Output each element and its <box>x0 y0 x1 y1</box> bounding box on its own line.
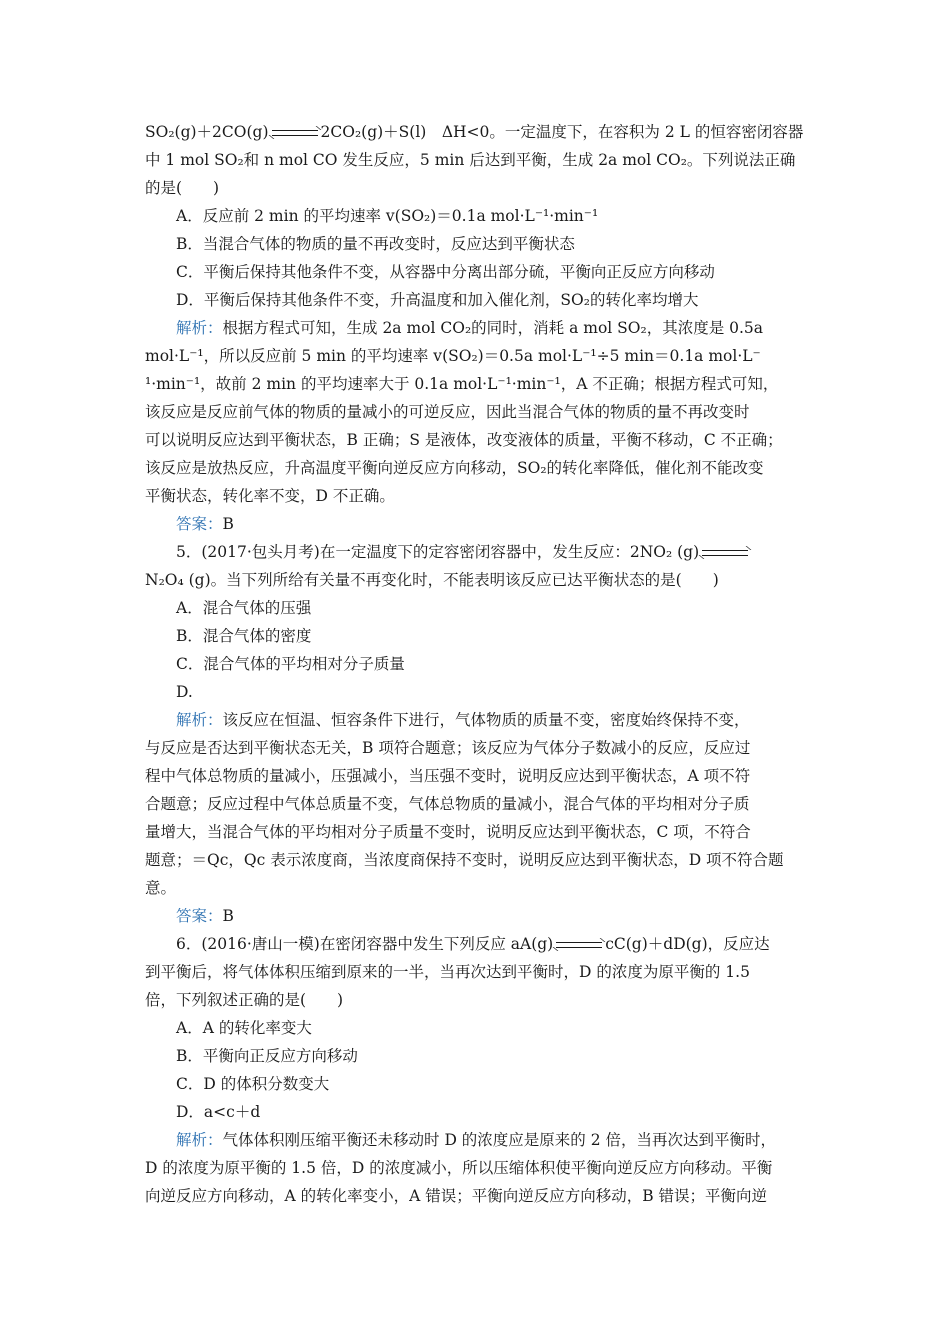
q5-analysis-line-4: 合题意；反应过程中气体总质量不变，气体总物质的量减小，混合气体的平均相对分子质 <box>145 795 750 813</box>
analysis-label: 解析： <box>176 1131 223 1149</box>
q5-stem-line-1: 5．(2017·包头月考)在一定温度下的定容密闭容器中，发生反应：2NO₂ (g) <box>145 538 813 566</box>
equilibrium-arrow-icon <box>702 548 748 558</box>
equilibrium-arrow-icon <box>556 940 602 950</box>
q5-analysis-line-3: 程中气体总物质的量减小，压强减小，当压强不变时，说明反应达到平衡状态，A 项不符 <box>145 767 751 785</box>
q5-option-c: C．混合气体的平均相对分子质量 <box>176 655 405 673</box>
q4-stem-line-2: 中 1 mol SO₂和 n mol CO 发生反应，5 min 后达到平衡，生成 2a mol CO₂。下列说法正确 <box>145 151 796 169</box>
document-page <box>145 118 813 1210</box>
q4-option-b: B．当混合气体的物质的量不再改变时，反应达到平衡状态 <box>176 235 575 253</box>
q4-analysis-line-1: 解析：根据方程式可知，生成 2a mol CO₂的同时，消耗 a mol SO₂，其浓度是 0.5a <box>176 319 764 337</box>
answer-label: 答案： <box>176 907 223 925</box>
q4-analysis-line-7: 平衡状态，转化率不变，D 不正确。 <box>145 487 395 505</box>
q6-stem-line-1: 6．(2016·唐山一模)在密闭容器中发生下列反应 aA(g) cC(g)＋dD(g)，反应达 <box>176 935 770 953</box>
q4-analysis-line-2: mol·L⁻¹，所以反应前 5 min 的平均速率 v(SO₂)＝0.5a mol·L⁻¹÷5 min＝0.1a mol·L⁻ <box>145 347 761 365</box>
q4-option-c: C．平衡后保持其他条件不变，从容器中分离出部分硫，平衡向正反应方向移动 <box>176 263 715 281</box>
q4-answer <box>145 510 813 538</box>
equilibrium-arrow-icon <box>272 128 318 138</box>
q4-option-d: D．平衡后保持其他条件不变，升高温度和加入催化剂，SO₂的转化率均增大 <box>176 291 699 309</box>
q5-analysis-line-2: 与反应是否达到平衡状态无关，B 项符合题意；该反应为气体分子数减小的反应，反应过 <box>145 739 751 757</box>
q4-analysis-line-3: ¹·min⁻¹，故前 2 min 的平均速率大于 0.1a mol·L⁻¹·min⁻¹，A 不正确；根据方程式可知， <box>145 375 779 393</box>
q5-stem-line-2: N₂O₄ (g)。当下列所给有关量不再变化时，不能表明该反应已达平衡状态的是( ) <box>145 571 719 589</box>
q5-option-b: B．混合气体的密度 <box>176 627 312 645</box>
q4-stem-line-3: 的是( ) <box>145 179 220 197</box>
q4-stem-line-1 <box>145 118 813 146</box>
q5-analysis-line-5: 量增大，当混合气体的平均相对分子质量不变时，说明反应达到平衡状态，C 项，不符合 <box>145 823 751 841</box>
q6-analysis-line-2: D 的浓度为原平衡的 1.5 倍，D 的浓度减小，所以压缩体积使平衡向逆反应方向移动。平衡 <box>145 1159 773 1177</box>
q6-option-c: C．D 的体积分数变大 <box>176 1075 330 1093</box>
q5-analysis-line-1: 解析：该反应在恒温、恒容条件下进行，气体物质的质量不变，密度始终保持不变， <box>176 711 750 729</box>
answer-label: 答案： <box>176 515 223 533</box>
q6-option-a: A．A 的转化率变大 <box>176 1019 312 1037</box>
q6-stem-line-3: 倍，下列叙述正确的是( ) <box>145 991 344 1009</box>
q5-answer <box>145 902 813 930</box>
q4-analysis-line-6: 该反应是放热反应，升高温度平衡向逆反应方向移动，SO₂的转化率降低，催化剂不能改变 <box>145 459 764 477</box>
q6-analysis-line-1: 解析：气体体积刚压缩平衡还未移动时 D 的浓度应是原来的 2 倍，当再次达到平衡时， <box>176 1131 777 1149</box>
analysis-label: 解析： <box>176 711 223 729</box>
answer-value: B <box>222 907 234 925</box>
q6-option-b: B．平衡向正反应方向移动 <box>176 1047 358 1065</box>
q4-option-a: A．反应前 2 min 的平均速率 v(SO₂)＝0.1a mol·L⁻¹·min⁻¹ <box>176 207 599 225</box>
q5-analysis-line-7: 意。 <box>145 879 177 897</box>
q4-analysis-line-5: 可以说明反应达到平衡状态，B 正确；S 是液体，改变液体的质量，平衡不移动，C 不正确； <box>145 431 783 449</box>
q5-analysis-line-6: 题意；＝Qc，Qc 表示浓度商，当浓度商保持不变时，说明反应达到平衡状态，D 项不符合题 <box>145 851 784 869</box>
q6-stem-line-2: 到平衡后，将气体体积压缩到原来的一半，当再次达到平衡时，D 的浓度为原平衡的 1.5 <box>145 963 750 981</box>
q6-analysis-line-3: 向逆反应方向移动，A 的转化率变小，A 错误；平衡向逆反应方向移动，B 错误；平衡向逆 <box>145 1187 768 1205</box>
q4-analysis-line-4: 该反应是反应前气体的物质的量减小的可逆反应，因此当混合气体的物质的量不再改变时 <box>145 403 750 421</box>
q4-stem-left: SO₂(g)＋2CO(g) <box>145 123 269 141</box>
q5-option-a: A．混合气体的压强 <box>176 599 312 617</box>
answer-value: B <box>222 515 234 533</box>
q6-option-d: D．a<c＋d <box>176 1103 261 1121</box>
q5-option-d: D. <box>176 683 193 701</box>
q4-stem-right: 2CO₂(g)＋S(l) ΔH<0。一定温度下，在容积为 2 L 的恒容密闭容器 <box>320 123 804 141</box>
analysis-label: 解析： <box>176 319 223 337</box>
